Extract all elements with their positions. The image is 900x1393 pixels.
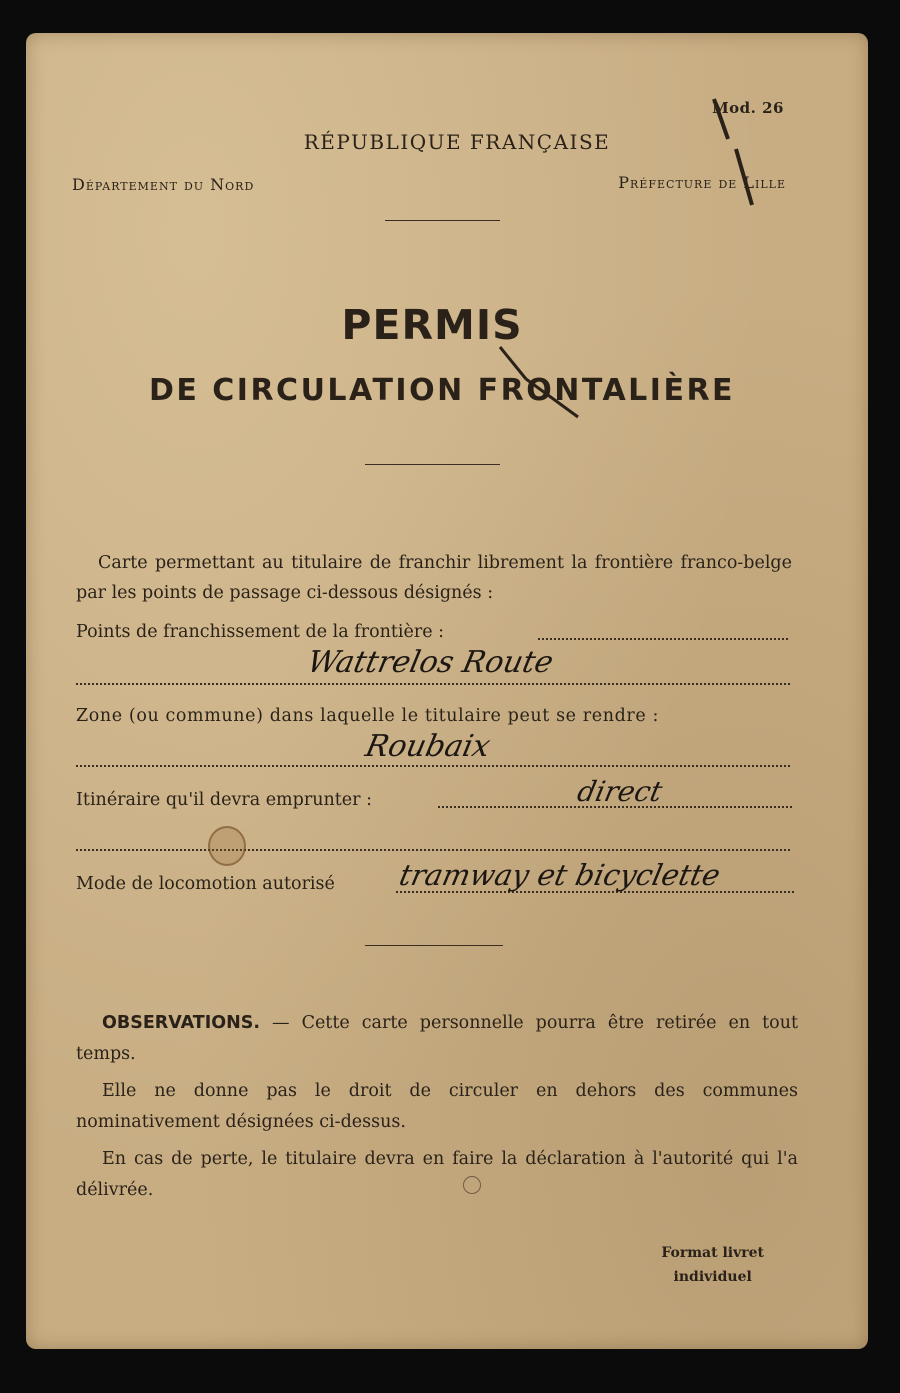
divider-rule (365, 464, 500, 465)
permit-subtitle: DE CIRCULATION FRONTALIÈRE (148, 373, 736, 408)
zone-label: Zone (ou commune) dans laquelle le titulaire peut se rendre : (76, 706, 659, 726)
observations-paragraph-2: Elle ne donne pas le droit de circuler en dehors des communes nominativement désignées ci-dessus. (76, 1081, 798, 1132)
stain-mark (463, 1176, 481, 1194)
format-line-2: individuel (673, 1269, 752, 1285)
divider-rule (385, 220, 500, 221)
transport-label: Mode de locomotion autorisé (76, 874, 335, 894)
crossing-points-label: Points de franchissement de la frontière : (76, 622, 445, 642)
permit-title: PERMIS (341, 301, 523, 349)
pencil-mark (706, 93, 766, 213)
permit-card (26, 33, 868, 1349)
department-label: Département du Nord (72, 175, 255, 194)
model-number: Mod. 26 (712, 99, 784, 117)
itinerary-value: direct (574, 775, 666, 808)
dotted-line (76, 683, 790, 685)
intro-paragraph: Carte permettant au titulaire de franchir librement la frontière franco-belge par les points de passage ci-dessous désignés : (76, 553, 792, 603)
zone-value: Roubaix (362, 729, 494, 764)
observations-section (76, 1008, 798, 1212)
itinerary-label: Itinéraire qu'il devra emprunter : (76, 790, 372, 810)
observations-text-1: — Cette carte personnelle pourra être retirée en tout temps. (76, 1013, 798, 1064)
dotted-line (76, 765, 790, 767)
format-note (661, 1241, 764, 1289)
dotted-line (538, 638, 788, 640)
pencil-mark (496, 343, 586, 423)
prefecture-label: Préfecture de Lille (618, 173, 786, 192)
observations-paragraph-3: En cas de perte, le titulaire devra en faire la déclaration à l'autorité qui l'a délivrée. (76, 1149, 798, 1200)
transport-value: tramway et bicyclette (396, 858, 724, 892)
stain-mark (208, 826, 246, 866)
format-line-1: Format livret (661, 1245, 764, 1261)
observations-heading: OBSERVATIONS. (102, 1013, 261, 1033)
dotted-line (76, 849, 790, 851)
observations-paragraph-1 (76, 1008, 798, 1070)
divider-rule (365, 945, 503, 946)
republic-heading: RÉPUBLIQUE FRANÇAISE (303, 130, 611, 154)
crossing-points-value: Wattrelos Route (304, 645, 557, 680)
